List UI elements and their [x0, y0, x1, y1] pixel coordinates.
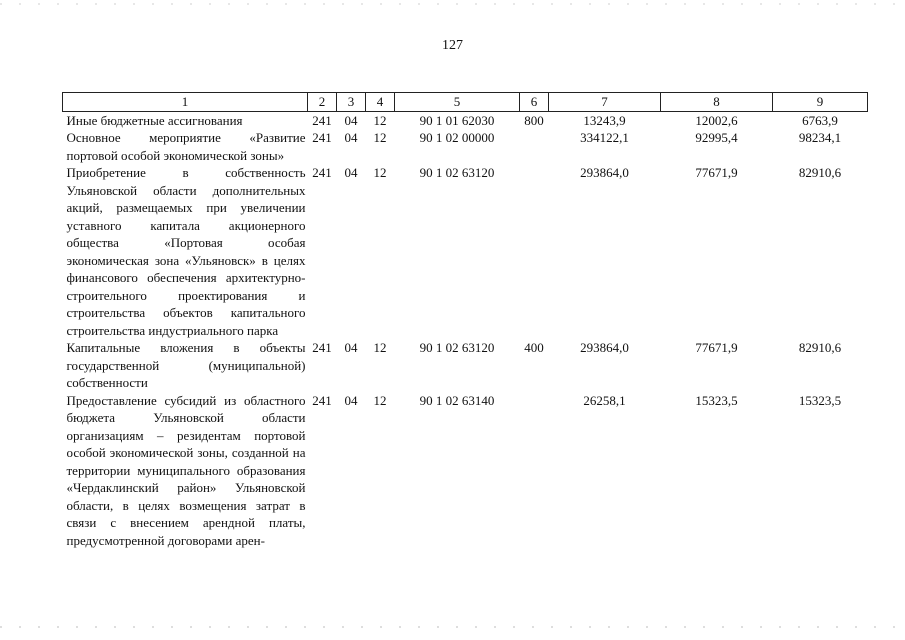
cell-subsection: 12	[373, 340, 387, 355]
cell-target-article: 90 1 02 63140	[419, 392, 495, 408]
cell-subsection: 12	[373, 392, 387, 408]
table-row	[63, 164, 868, 339]
column-header-7: 7	[549, 93, 661, 112]
cell-target-article: 90 1 01 62030	[419, 112, 495, 128]
row-name: Приобретение в собственность Ульяновской области дополнительных акций, размещаемых при увеличении уставного капитала акционерного общества «Портовая особая экономическая зона «Ульяновск» в целях финансового обеспечения архитектурно-строительного проектирования и строительства объектов капитального строительства индустриального парка	[66, 165, 306, 338]
column-header-2: 2	[308, 93, 337, 112]
cell-subsection: 12	[373, 130, 387, 145]
cell-amount-8: 92995,4	[695, 130, 738, 145]
column-header-9: 9	[773, 93, 868, 112]
cell-amount-9: 82910,6	[798, 340, 842, 355]
scan-noise-bottom	[0, 626, 905, 628]
cell-expense-type	[520, 164, 549, 339]
row-name: Основное мероприятие «Развитие портовой особой экономической зоны»	[66, 130, 306, 163]
cell-section: 04	[344, 130, 358, 145]
scan-noise-top	[0, 3, 905, 5]
cell-code: 241	[312, 392, 332, 408]
cell-amount-8: 12002,6	[695, 112, 738, 128]
cell-code: 241	[312, 130, 332, 145]
cell-amount-9: 82910,6	[798, 165, 842, 180]
column-header-1: 1	[63, 93, 308, 112]
cell-amount-9: 98234,1	[798, 130, 842, 145]
cell-section: 04	[344, 112, 358, 128]
cell-amount-7: 293864,0	[580, 165, 629, 180]
cell-amount-7: 26258,1	[583, 392, 626, 408]
table-row	[63, 111, 868, 129]
cell-amount-7: 293864,0	[580, 340, 629, 355]
cell-amount-9: 6763,9	[802, 112, 838, 128]
cell-code: 241	[312, 112, 332, 128]
cell-amount-8: 77671,9	[695, 340, 738, 355]
cell-expense-type	[520, 392, 549, 550]
column-header-6: 6	[520, 93, 549, 112]
cell-subsection: 12	[373, 112, 387, 128]
page-number: 127	[442, 38, 463, 53]
cell-target-article: 90 1 02 63120	[419, 340, 495, 355]
table-row	[63, 339, 868, 392]
header-row	[63, 93, 868, 112]
cell-amount-8: 77671,9	[695, 165, 738, 180]
cell-amount-7: 334122,1	[580, 130, 629, 145]
cell-amount-9: 15323,5	[798, 392, 842, 408]
cell-section: 04	[344, 392, 358, 408]
cell-section: 04	[344, 340, 358, 355]
cell-code: 241	[312, 340, 332, 355]
cell-code: 241	[312, 165, 332, 180]
column-header-3: 3	[337, 93, 366, 112]
row-name: Предоставление субсидий из областного бюджета Ульяновской области организациям – резидентам портовой особой экономической зоны, созданной на территории муниципального образования «Чердаклинский район» Ульяновской области, в целях возмещения затрат в связи с внесением арендной платы, предусмотренной договорами арен-	[66, 392, 306, 548]
column-header-8: 8	[661, 93, 773, 112]
table-row	[63, 392, 868, 550]
column-header-4: 4	[366, 93, 395, 112]
cell-target-article: 90 1 02 00000	[419, 130, 495, 145]
cell-amount-7: 13243,9	[583, 112, 626, 128]
column-header-5: 5	[395, 93, 520, 112]
row-name: Иные бюджетные ассигнования	[66, 112, 243, 128]
cell-amount-8: 15323,5	[695, 392, 738, 408]
cell-section: 04	[344, 165, 358, 180]
budget-table	[62, 92, 868, 549]
row-name: Капитальные вложения в объекты государственной (муниципальной) собственности	[66, 340, 306, 390]
cell-subsection: 12	[373, 165, 387, 180]
table-row	[63, 129, 868, 164]
cell-target-article: 90 1 02 63120	[419, 165, 495, 180]
cell-expense-type: 400	[524, 340, 544, 355]
cell-expense-type: 800	[524, 112, 544, 128]
cell-expense-type	[520, 129, 549, 164]
